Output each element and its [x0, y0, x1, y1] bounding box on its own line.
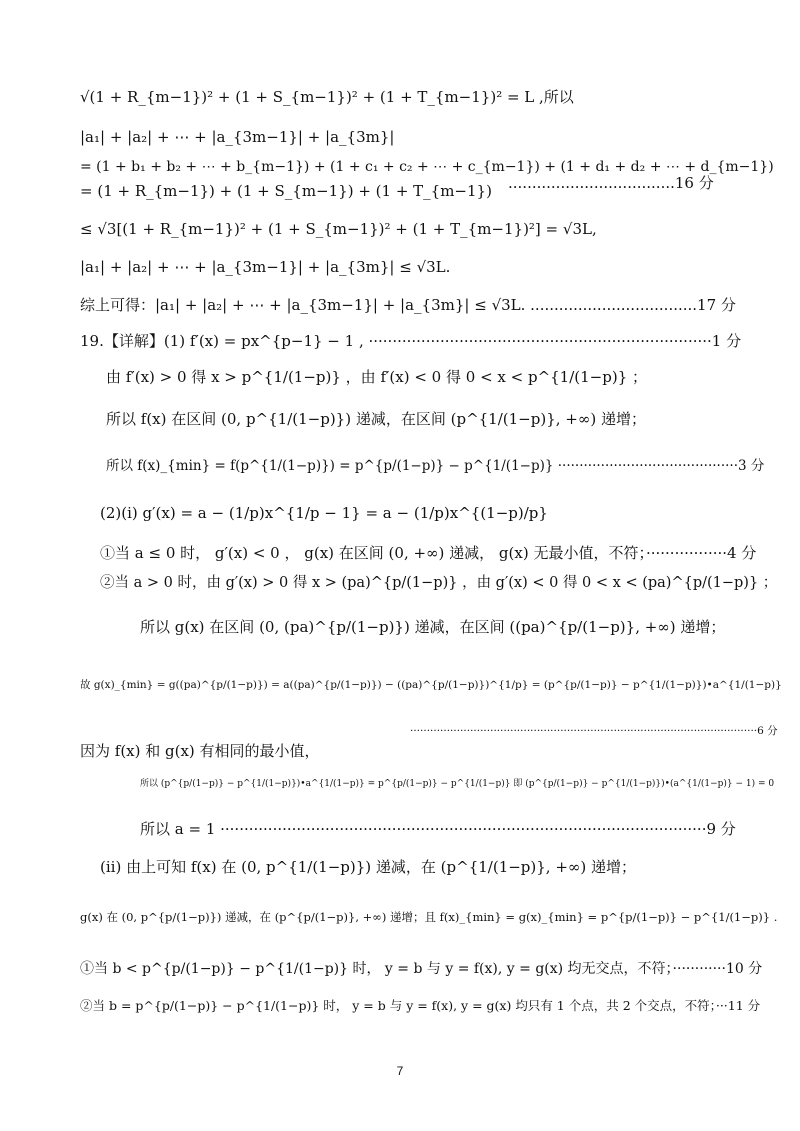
equation-text: ②当 b = p^{p/(1−p)} − p^{1/(1−p)} 时， y = b 与 y = f(x), y = g(x) 均只有 1 个点，共 2 个交点，不符；···11 分	[80, 998, 761, 1013]
equation-text: ≤ √3[(1 + R_{m−1})² + (1 + S_{m−1})² + (1 + T_{m−1})²] = √3L,	[80, 220, 597, 238]
line-2	[80, 130, 394, 145]
score-text: ...................................16 分	[508, 174, 714, 192]
line-20	[140, 822, 736, 837]
equation-text: ②当 a > 0 时，由 g′(x) > 0 得 x > (pa)^{p/(1−p)} ，由 g′(x) < 0 得 0 < x < (pa)^{p/(1−p)} ；	[100, 575, 778, 591]
line-17	[410, 726, 778, 737]
equation-text: 所以 a = 1 ······································································································9 分	[140, 820, 736, 838]
line-1	[80, 90, 574, 105]
equation-text: 所以 (p^{p/(1−p)} − p^{1/(1−p)})•a^{1/(1−p)} = p^{p/(1−p)} − p^{1/(1−p)} 即 (p^{p/(1−p)} − p^{1/(1−p)})•(a^{1/(1−p)} − 1) = 0	[140, 779, 775, 789]
line-3	[80, 160, 774, 174]
line-9	[106, 370, 647, 385]
equation-text: 因为 f(x) 和 g(x) 有相同的最小值，	[80, 742, 320, 760]
line-7	[80, 298, 736, 313]
equation-text: ①当 b < p^{p/(1−p)} − p^{1/(1−p)} 时， y = b 与 y = f(x), y = g(x) 均无交点，不符；············10 分	[80, 961, 763, 977]
line-5	[80, 222, 597, 237]
equation-text: = (1 + b₁ + b₂ + ⋯ + b_{m−1}) + (1 + c₁ + c₂ + ⋯ + c_{m−1}) + (1 + d₁ + d₂ + ⋯ + d_{m−1})	[80, 159, 774, 175]
equation-text: 由 f′(x) > 0 得 x > p^{1/(1−p)} ，由 f′(x) < 0 得 0 < x < p^{1/(1−p)} ；	[106, 368, 648, 386]
line-23	[80, 962, 762, 976]
line-12	[100, 506, 548, 521]
equation-text: ①当 a ≤ 0 时， g′(x) < 0 ， g(x) 在区间 (0, +∞) 递减， g(x) 无最小值，不符；·················4 分	[100, 544, 757, 562]
equation-text: = (1 + R_{m−1}) + (1 + S_{m−1}) + (1 + T_{m−1})	[80, 182, 492, 200]
equation-text: 19.【详解】(1) f′(x) = px^{p−1} − 1 , ········································································1 分	[80, 332, 742, 350]
line-18	[80, 744, 320, 759]
equation-text: |a₁| + |a₂| + ⋯ + |a_{3m−1}| + |a_{3m}| ≤ √3L.	[80, 258, 451, 276]
line-8	[80, 334, 741, 349]
line-11	[106, 460, 764, 474]
equation-text: 所以 f(x) 在区间 (0, p^{1/(1−p)}) 递减，在区间 (p^{1/(1−p)}, +∞) 递增；	[106, 410, 646, 428]
line-14	[100, 576, 777, 591]
score-16	[508, 176, 714, 191]
line-10	[106, 412, 646, 427]
equation-text: (ⅱ) 由上可知 f(x) 在 (0, p^{1/(1−p)}) 递减，在 (p^{1/(1−p)}, +∞) 递增；	[100, 858, 637, 876]
page-number: 7	[396, 1064, 404, 1078]
line-19	[140, 780, 774, 789]
line-4	[80, 184, 492, 199]
equation-text: |a₁| + |a₂| + ⋯ + |a_{3m−1}| + |a_{3m}|	[80, 128, 395, 146]
line-22	[80, 912, 777, 924]
equation-text: g(x) 在 (0, p^{p/(1−p)}) 递减，在 (p^{p/(1−p)}, +∞) 递增；且 f(x)_{min} = g(x)_{min} = p^{p/(1−p)} − p^{1/(1−p)} .	[80, 910, 778, 924]
line-13	[100, 546, 756, 561]
line-21	[100, 860, 636, 875]
line-6	[80, 260, 450, 275]
equation-text: (2)(ⅰ) g′(x) = a − (1/p)x^{1/p − 1} = a − (1/p)x^{(1−p)/p}	[100, 504, 548, 522]
equation-text: 所以 f(x)_{min} = f(p^{1/(1−p)}) = p^{p/(1−p)} − p^{1/(1−p)} ··········································3 分	[106, 458, 765, 474]
equation-text: 故 g(x)_{min} = g((pa)^{p/(1−p)}) = a((pa)^{p/(1−p)}) − ((pa)^{p/(1−p)})^{1/p} = (p^{p/(1−p)} − p^{1/(1−p)})•a^{1/(1−p)}	[80, 679, 782, 691]
score-text: ········································································································6 分	[410, 725, 778, 737]
equation-text: √(1 + R_{m−1})² + (1 + S_{m−1})² + (1 + T_{m−1})² = L ,所以	[80, 88, 574, 106]
line-15	[140, 620, 725, 635]
line-16	[80, 680, 782, 691]
line-24	[80, 1000, 760, 1013]
equation-text: 综上可得：|a₁| + |a₂| + ⋯ + |a_{3m−1}| + |a_{3m}| ≤ √3L. ...................................17 分	[80, 296, 736, 314]
equation-text: 所以 g(x) 在区间 (0, (pa)^{p/(1−p)}) 递减，在区间 ((pa)^{p/(1−p)}, +∞) 递增；	[140, 618, 726, 636]
